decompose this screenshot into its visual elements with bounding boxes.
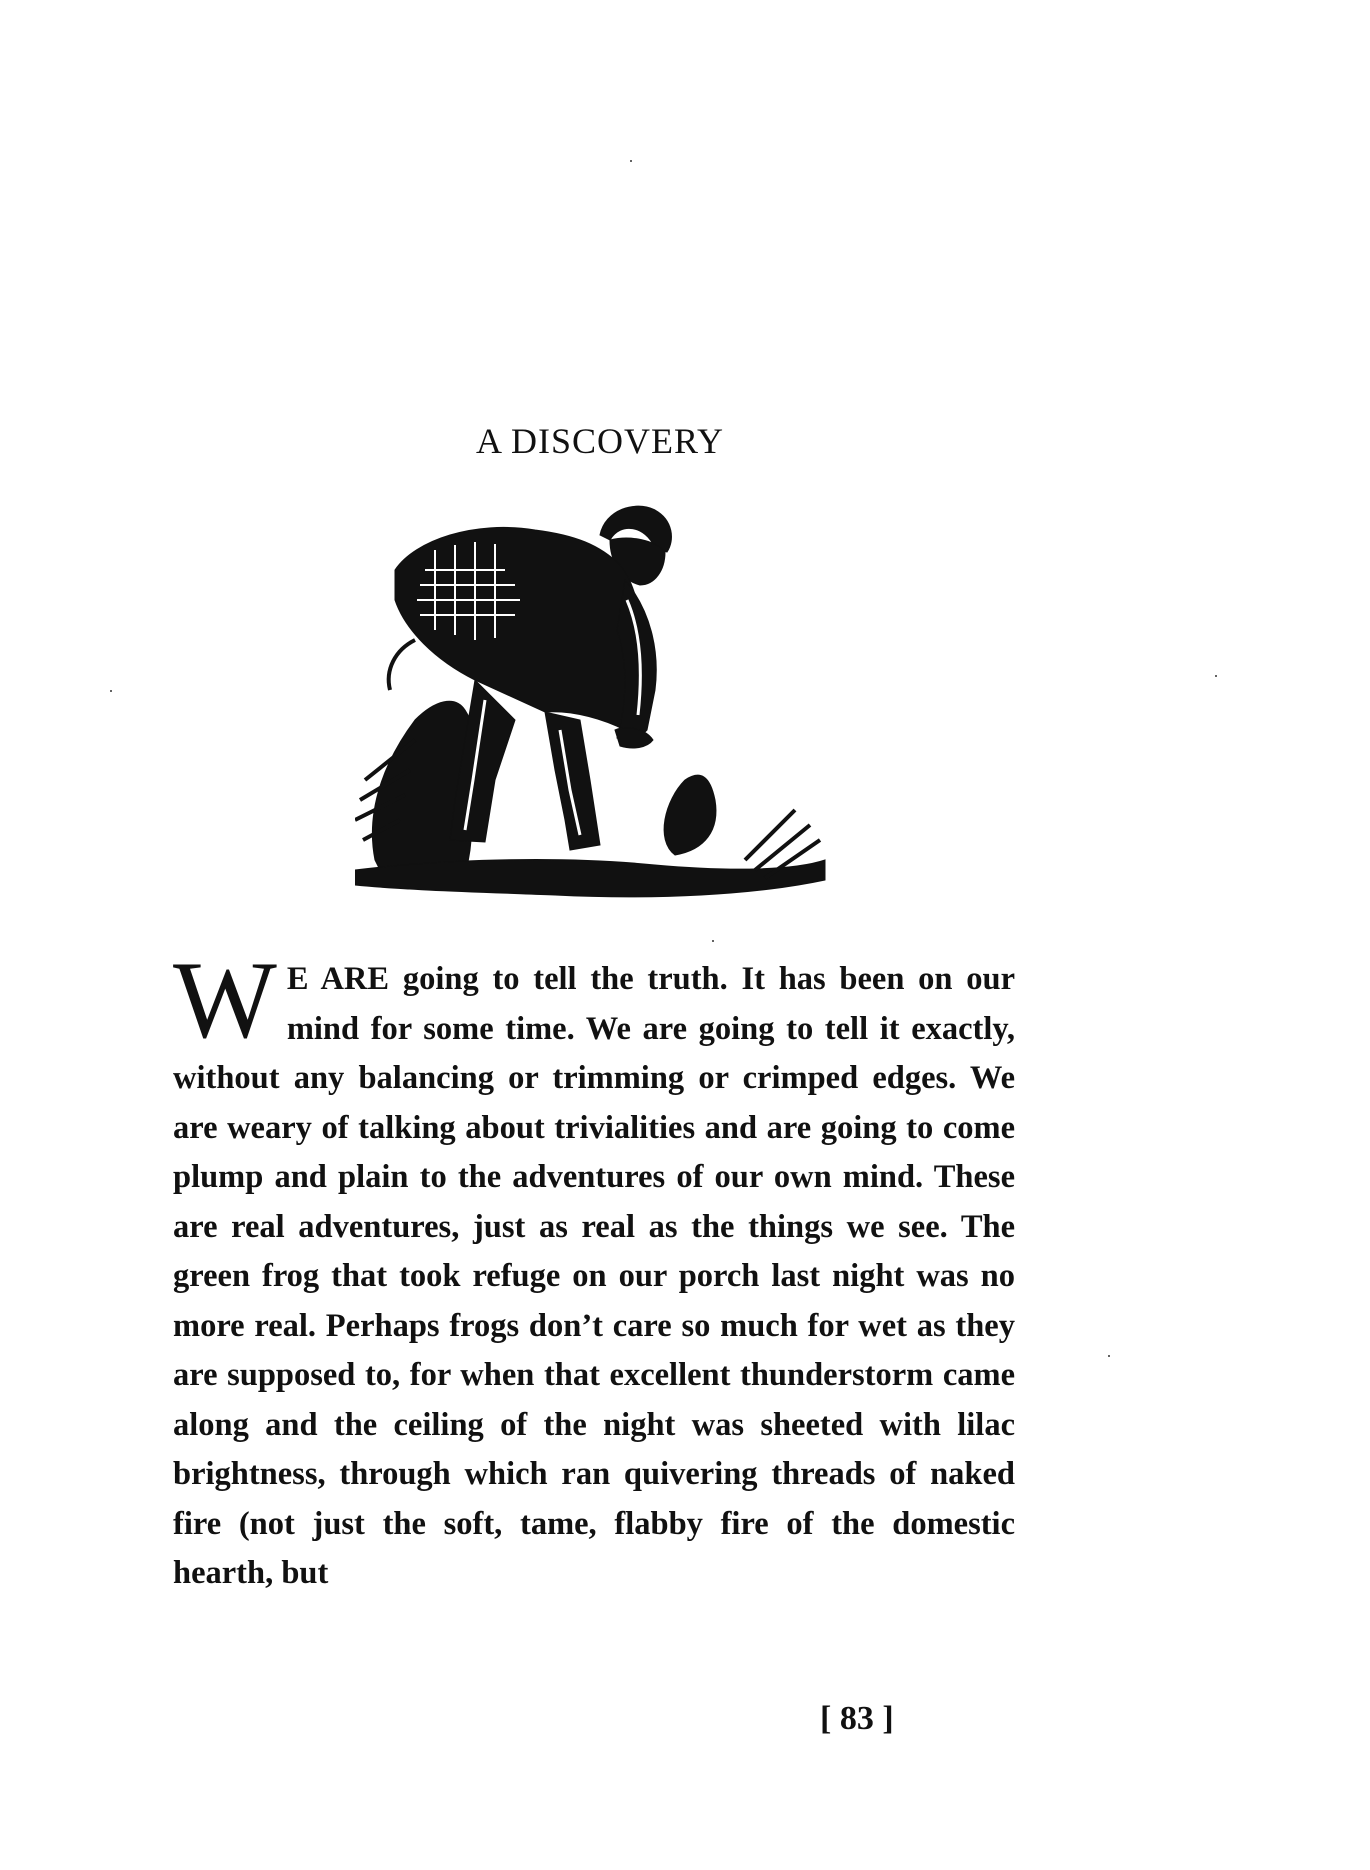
- paragraph-text: going to tell the truth. It has been on our mind for some time. We are going to tell it exactly, without any balancing or trimming or crimped edges. We are weary of talking about trivialities and are going to come plump and plain to the adventures of our own mind. These are real adventures, just as real as the things we see. The green frog that took refuge on our porch last night was no more real. Perhaps frogs don’t care so much for wet as they are supposed to, for when that excellent thunderstorm came along and the ceiling of the night was sheeted with lilac brightness, through which ran quivering threads of naked fire (not just the soft, tame, flabby fire of the domestic hearth, but: [173, 961, 1015, 1591]
- scan-speck: [630, 160, 632, 162]
- page-number: [ 83 ]: [820, 1700, 894, 1737]
- scan-speck: [110, 690, 112, 692]
- drop-cap: W: [173, 939, 277, 1061]
- scan-speck: [712, 940, 714, 942]
- lead-in-words: E ARE: [286, 961, 390, 997]
- man-bending-over-illustration: [355, 480, 835, 920]
- scan-speck: [1108, 1355, 1110, 1357]
- chapter-title: A DISCOVERY: [475, 421, 725, 461]
- scan-speck: [1215, 675, 1217, 677]
- body-paragraph: [173, 939, 1015, 1599]
